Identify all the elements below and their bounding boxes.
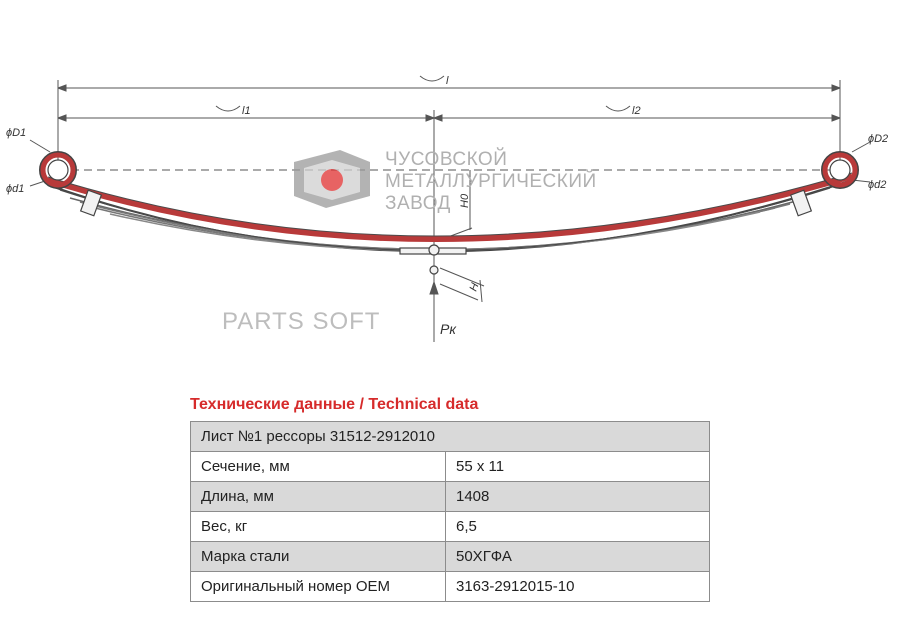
company-logo — [294, 150, 370, 208]
label-d2-outer: ϕD2 — [868, 133, 889, 145]
row-value: 50ХГФА — [446, 542, 710, 572]
right-eye — [822, 152, 858, 188]
label-d1-inner: ϕd1 — [6, 183, 25, 195]
row-value: 3163-2912015-10 — [446, 572, 710, 602]
row-label: Сечение, мм — [191, 452, 446, 482]
row-label: Марка стали — [191, 542, 446, 572]
table-row — [191, 482, 710, 512]
company-name-line-1: ЧУСОВСКОЙ — [385, 149, 508, 170]
table-header: Лист №1 рессоры 31512-2912010 — [191, 422, 710, 452]
row-value: 1408 — [446, 482, 710, 512]
table-header-row — [191, 422, 710, 452]
row-value: 6,5 — [446, 512, 710, 542]
brand-watermark: PARTS SOFT — [222, 308, 381, 335]
row-label: Оригинальный номер OEM — [191, 572, 446, 602]
company-name-line-2: МЕТАЛЛУРГИЧЕСКИЙ — [385, 171, 597, 192]
table-row — [191, 542, 710, 572]
tech-title: Технические данные / Technical data — [190, 396, 479, 413]
label-d1-outer: ϕD1 — [6, 127, 27, 139]
label-load: Pк — [440, 321, 456, 337]
label-height-h: H — [467, 281, 482, 294]
row-value: 55 х 11 — [446, 452, 710, 482]
label-length-right: l2 — [632, 105, 641, 117]
tech-table — [190, 421, 710, 602]
table-row — [191, 572, 710, 602]
table-row — [191, 512, 710, 542]
row-label: Длина, мм — [191, 482, 446, 512]
label-height-h0: H0 — [459, 193, 471, 208]
row-label: Вес, кг — [191, 512, 446, 542]
label-length-left: l1 — [242, 105, 251, 117]
table-row — [191, 452, 710, 482]
company-name-line-3: ЗАВОД — [385, 193, 451, 214]
label-d2-inner: ϕd2 — [868, 179, 887, 191]
label-length-total: l — [446, 75, 449, 87]
left-eye — [40, 152, 76, 188]
